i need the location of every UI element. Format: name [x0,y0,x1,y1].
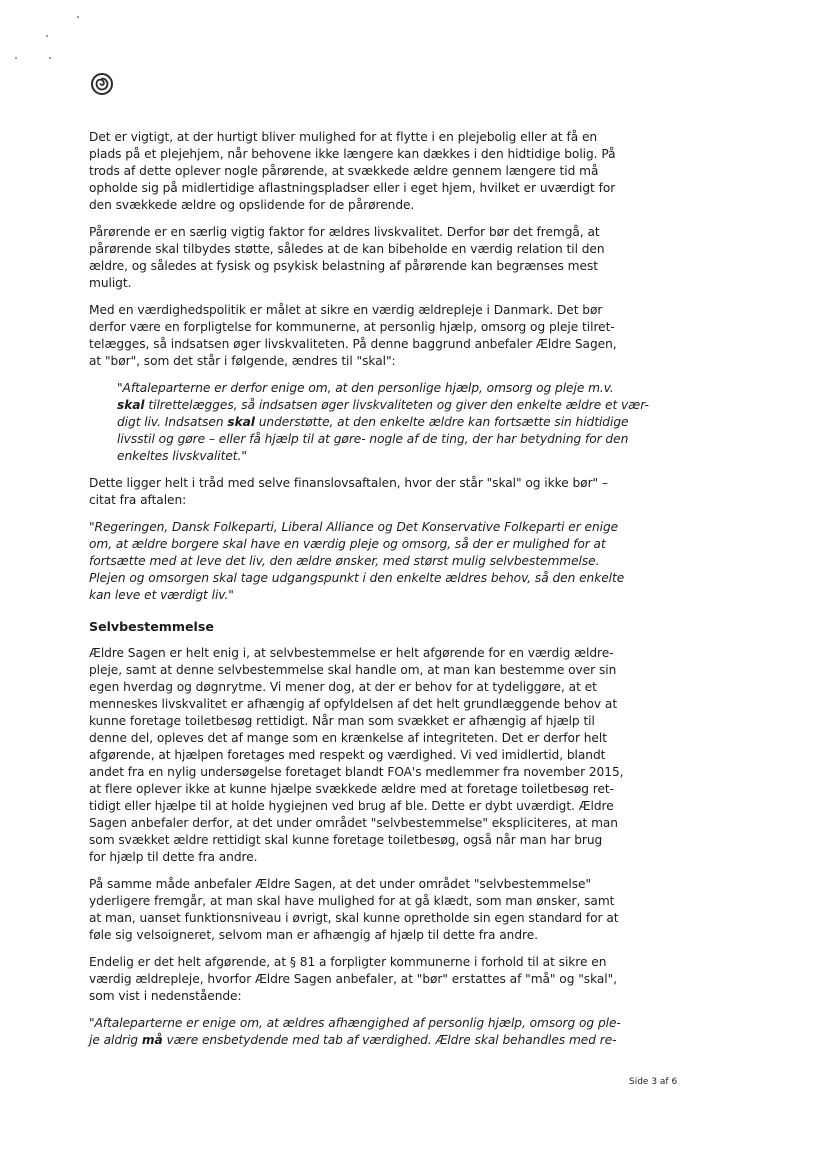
scan-speck [46,35,48,37]
section-heading: Selvbestemmelse [89,619,214,634]
quote-dependency: "Aftaleparterne er enige om, at ældres afhængighed af personlig hjælp, omsorg og ple- je aldrig må være ensbetydende med tab af værdighed. Ældre skal behandles med re- [89,1016,621,1047]
quote-agreement-skal: "Aftaleparterne er derfor enige om, at den personlige hjælp, omsorg og pleje m.v. skal tilrettelægges, så indsatsen øger livskvaliteten og giver den enkelte ældre et vær- digt liv. Indsatsen skal understøtte, at den enkelte ældre kan fortsætte sin hidtidige livsstil og gøre – eller få hjælp til at gøre- nogle af de ting, der har betydning for den enkeltes livskvalitet." [117,381,649,463]
scan-speck [15,57,17,59]
quote-government: "Regeringen, Dansk Folkeparti, Liberal Alliance og Det Konservative Folkeparti er enige om, at ældre borgere skal have en værdig pleje og omsorg, så der er mulighed for at fortsætte med at leve det liv, den ældre ønsker, med størst mulig selvbestemmelse. Plejen og omsorgen skal tage udgangspunkt i den enkelte ældres behov, så den enkelte kan leve et værdigt liv." [89,520,625,602]
spiral-logo-icon [90,72,114,96]
paragraph-relatives: Pårørende er en særlig vigtig faktor for ældres livskvalitet. Derfor bør det fremgå, at pårørende skal tilbydes støtte, således at de kan bibeholde en værdig relation til den ældre, og således at fysisk og psykisk belastning af pårørende kan begrænses mest muligt. [89,225,605,290]
scan-speck [49,57,51,59]
paragraph-finance-act: Dette ligger helt i tråd med selve finanslovsaftalen, hvor der står "skal" og ikke bør" – citat fra aftalen: [89,476,608,507]
paragraph-housing: Det er vigtigt, at der hurtigt bliver mulighed for at flytte i en plejebolig eller at få en plads på et plejehjem, når behovene ikke længere kan dækkes i den hidtidige bolig. På trods af dette oplever nogle pårørende, at svækkede ældre gennem længere tid må opholde sig på midlertidige aflastningspladser eller i eget hjem, hvilket er uværdigt for den svækkede ældre og opslidende for de pårørende. [89,130,616,212]
scan-speck [77,16,79,18]
paragraph-section-81a: Endelig er det helt afgørende, at § 81 a forpligter kommunerne i forhold til at sikre en værdig ældrepleje, hvorfor Ældre Sagen anbefaler, at "bør" erstattes af "må" og "skal", som vist i nedenstående: [89,955,618,1003]
paragraph-dignity-policy: Med en værdighedspolitik er målet at sikre en værdig ældrepleje i Danmark. Det bør derfor være en forpligtelse for kommunerne, at personlig hjælp, omsorg og pleje tilret- telægges, så indsatsen øger livskvaliteten. På denne baggrund anbefaler Ældre Sagen, at "bør", som det står i følgende, ændres til "skal": [89,303,617,368]
paragraph-self-determination: Ældre Sagen er helt enig i, at selvbestemmelse er helt afgørende for en værdig ældre- pleje, samt at denne selvbestemmelse skal handle om, at man kan bestemme over sin egen hverdag og døgnrytme. Vi mener dog, at der er behov for at tydeliggøre, at et menneskes livskvalitet er afhængig af opfyldelsen af det helt grundlæggende behov at kunne foretage toiletbesøg rettidigt. Når man som svækket er afhængig af hjælp til denne del, opleves det af mange som en krænkelse af integriteten. Det er derfor helt afgørende, at hjælpen foretages med respekt og værdighed. Vi ved imidlertid, blandt andet fra en nylig undersøgelse foretaget blandt FOA's medlemmer fra november 2015, at flere oplever ikke at kunne hjælpe svækkede ældre med at foretage toiletbesøg ret- tidigt eller hjælpe til at holde hygiejnen ved brug af ble. Dette er dybt uværdigt. Ældre Sagen anbefaler derfor, at det under området "selvbestemmelse" ekspliciteres, at man som svækket ældre rettidigt skal kunne foretage toiletbesøg, også når man har brug for hjælp til dette fra andre. [89,646,624,864]
page-number: Side 3 af 6 [629,1077,678,1087]
letter-body [89,129,689,1049]
paragraph-clothing: På samme måde anbefaler Ældre Sagen, at det under området "selvbestemmelse" yderligere fremgår, at man skal have mulighed for at gå klædt, som man ønsker, samt at man, uanset funktionsniveau i øvrigt, skal kunne opretholde sin egen standard for at føle sig velsoigneret, selvom man er afhængig af hjælp til dette fra andre. [89,877,619,942]
